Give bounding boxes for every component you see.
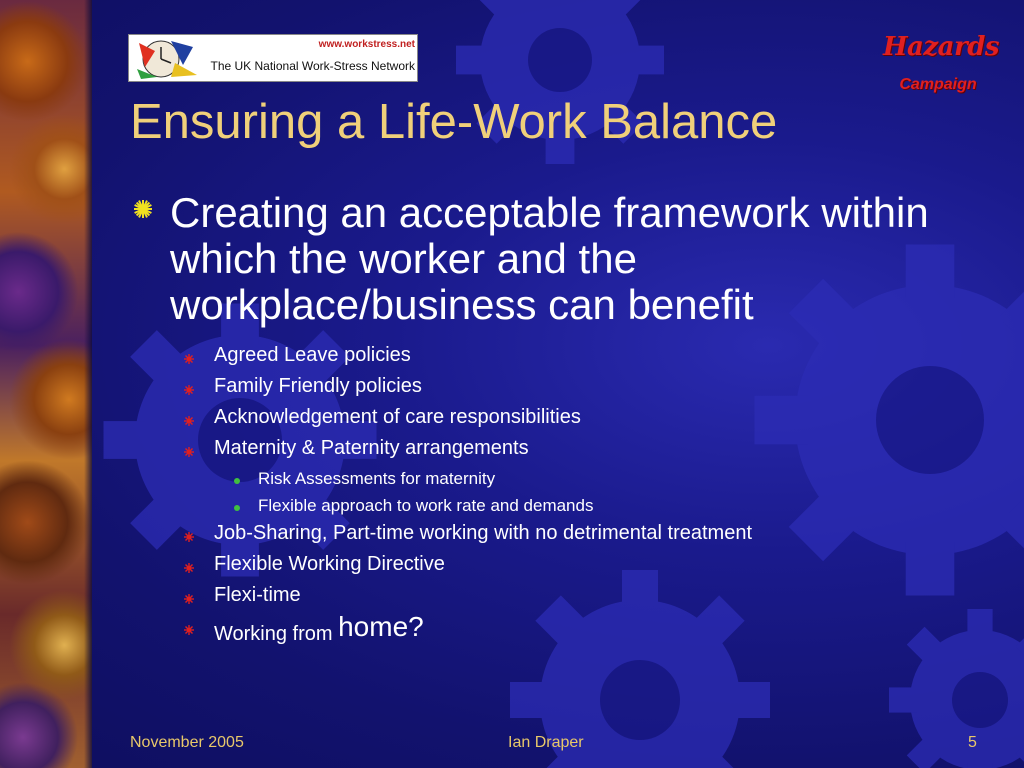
footer-page-number: 5	[968, 734, 977, 751]
list-item-text: Maternity & Paternity arrangements	[214, 437, 529, 459]
red-sunburst-bullet-icon	[184, 447, 194, 457]
sunburst-bullet-icon	[134, 200, 152, 218]
working-from-text: Working from	[214, 623, 333, 645]
sub-list-item	[184, 495, 984, 522]
campaign-logo-word: Campaign	[899, 76, 977, 93]
list-item	[184, 437, 984, 468]
list-item	[184, 406, 984, 437]
list-item	[184, 375, 984, 406]
logo-collage-image	[131, 37, 203, 81]
red-sunburst-bullet-icon	[184, 594, 194, 604]
hazards-logo-word: Hazards	[882, 32, 1000, 62]
red-sunburst-bullet-icon	[184, 385, 194, 395]
decorative-left-strip	[0, 0, 92, 768]
list-item-text: Job-Sharing, Part-time working with no detrimental treatment	[214, 522, 753, 544]
slide-title: Ensuring a Life-Work Balance	[130, 95, 778, 149]
sub-list-item-text: Flexible approach to work rate and demands	[258, 496, 594, 515]
main-bullet-text: Creating an acceptable framework within which the worker and the workplace/business can benefit	[170, 189, 929, 328]
red-sunburst-bullet-icon	[184, 416, 194, 426]
list-item-text: Agreed Leave policies	[214, 344, 411, 366]
list-item-text	[214, 611, 424, 647]
home-question-text: home?	[338, 611, 424, 642]
list-item	[184, 553, 984, 584]
footer-date: November 2005	[130, 734, 244, 751]
logo-url-text: www.workstress.net	[318, 39, 415, 50]
list-item	[184, 584, 984, 615]
footer-author: Ian Draper	[508, 734, 584, 751]
sub-list-item	[184, 468, 984, 495]
red-sunburst-bullet-icon	[184, 625, 194, 635]
list-item	[184, 344, 984, 375]
list-item-text: Family Friendly policies	[214, 375, 422, 397]
list-item-text: Flexi-time	[214, 584, 301, 606]
list-item-text: Flexible Working Directive	[214, 553, 445, 575]
red-sunburst-bullet-icon	[184, 563, 194, 573]
list-item	[184, 611, 984, 646]
bullet-list	[184, 344, 984, 646]
green-dot-bullet-icon	[234, 505, 240, 511]
logo-network-name: The UK National Work-Stress Network	[210, 59, 415, 73]
worksstress-logo	[128, 34, 418, 82]
green-dot-bullet-icon	[234, 478, 240, 484]
sub-list-item-text: Risk Assessments for maternity	[258, 469, 496, 488]
red-sunburst-bullet-icon	[184, 354, 194, 364]
list-item-text: Acknowledgement of care responsibilities	[214, 406, 581, 428]
list-item	[184, 522, 984, 553]
red-sunburst-bullet-icon	[184, 532, 194, 542]
